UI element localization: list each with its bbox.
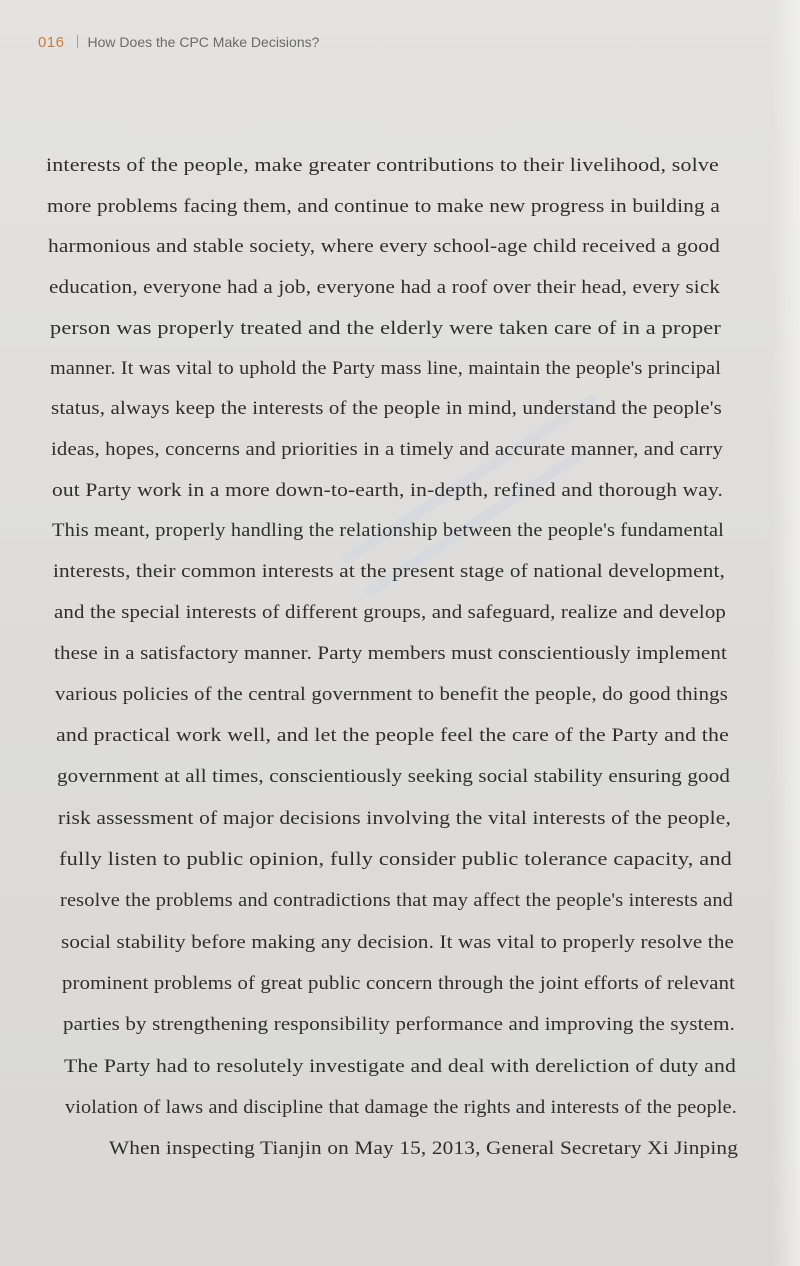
text-line: interests of the people, make greater contributions to their livelihood, solve [46, 155, 719, 176]
text-line: prominent problems of great public concern through the joint efforts of relevant [62, 973, 736, 994]
text-line: ideas, hopes, concerns and priorities in a timely and accurate manner, and carry [51, 439, 724, 460]
text-line: education, everyone had a job, everyone had a roof over their head, every sick [49, 277, 721, 298]
text-line: status, always keep the interests of the people in mind, understand the people's [51, 398, 722, 419]
text-line: parties by strengthening responsibility performance and improving the system. [63, 1014, 735, 1035]
running-head-title: How Does the CPC Make Decisions? [87, 34, 320, 50]
text-line: social stability before making any decision. It was vital to properly resolve the [61, 932, 735, 953]
text-line: When inspecting Tianjin on May 15, 2013, General Secretary Xi Jinping [109, 1138, 739, 1159]
text-line: out Party work in a more down-to-earth, in-depth, refined and thorough way. [52, 480, 723, 501]
text-line: and the special interests of different groups, and safeguard, realize and develop [54, 602, 727, 623]
text-line: and practical work well, and let the people feel the care of the Party and the [56, 725, 729, 746]
text-line: person was properly treated and the elderly were taken care of in a proper [50, 318, 721, 339]
text-line: interests, their common interests at the present stage of national development, [53, 561, 725, 582]
text-line: This meant, properly handling the relationship between the people's fundamental [52, 520, 724, 541]
text-line: violation of laws and discipline that damage the rights and interests of the people. [65, 1097, 737, 1118]
text-line: resolve the problems and contradictions that may affect the people's interests and [60, 890, 734, 911]
text-line: harmonious and stable society, where every school-age child received a good [48, 236, 720, 257]
text-line: risk assessment of major decisions involving the vital interests of the people, [58, 808, 731, 829]
text-line: various policies of the central government to benefit the people, do good things [55, 684, 728, 705]
text-line: these in a satisfactory manner. Party members must conscientiously implement [54, 643, 728, 664]
text-line: fully listen to public opinion, fully consider public tolerance capacity, and [59, 849, 733, 870]
text-line: The Party had to resolutely investigate and deal with dereliction of duty and [64, 1056, 736, 1077]
text-line: government at all times, conscientiously seeking social stability ensuring good [57, 766, 731, 787]
page-number: 016 [38, 34, 65, 51]
text-line: more problems facing them, and continue to make new progress in building a [47, 196, 720, 217]
text-line: manner. It was vital to uphold the Party mass line, maintain the people's principal [50, 358, 722, 379]
